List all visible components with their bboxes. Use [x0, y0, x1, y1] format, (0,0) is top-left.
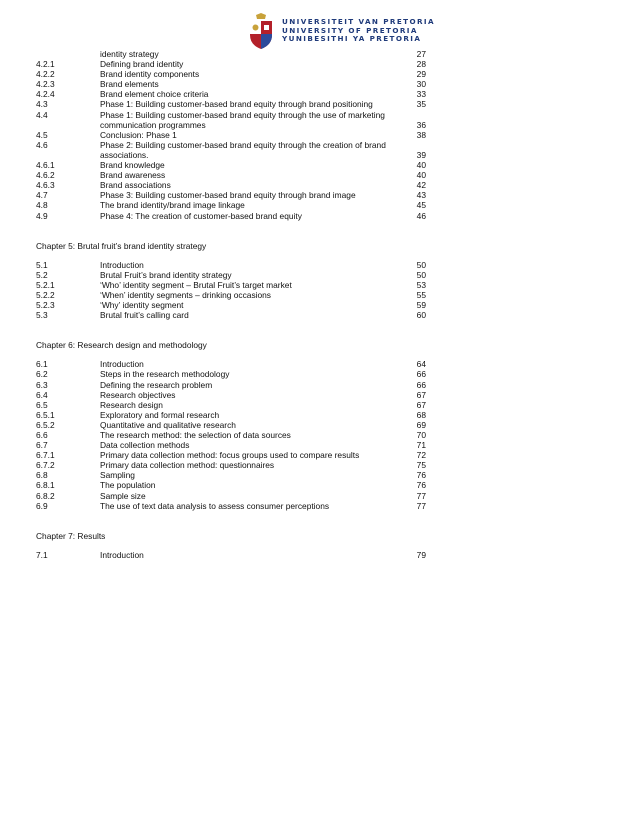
toc-entry — [36, 270, 426, 280]
toc-entry-title: Quantitative and qualitative research — [100, 419, 236, 430]
toc-entry-number: 4.2.4 — [36, 89, 55, 100]
toc-entry-title: Brand awareness — [100, 170, 166, 181]
toc-entry-number: 4.9 — [36, 210, 48, 221]
toc-entry-page: 42 — [416, 180, 426, 191]
chapter-4-entries — [36, 49, 426, 221]
toc-entry-title: Phase 1: Building customer-based brand equity through brand positioning — [100, 99, 373, 110]
toc-entry-page: 66 — [416, 369, 426, 380]
toc-entry-title: Brand associations — [100, 180, 171, 191]
toc-entry-title: The research method: the selection of data sources — [100, 430, 291, 440]
toc-entry-title: Brand identity components — [100, 69, 200, 80]
toc-entry-page: 76 — [416, 470, 426, 481]
toc-entry-number: 7.1 — [36, 549, 48, 560]
toc-entry-page: 68 — [416, 409, 426, 420]
toc-entry-title: identity strategy — [100, 49, 159, 59]
toc-entry — [36, 140, 426, 160]
university-name — [282, 18, 435, 44]
toc-entry-number: 4.2.3 — [36, 79, 55, 90]
toc-entry — [36, 99, 426, 109]
toc-entry-page: 30 — [416, 79, 426, 90]
toc-entry-number: 4.2.2 — [36, 69, 55, 80]
toc-entry-number: 6.7.1 — [36, 450, 55, 461]
toc-entry-title: ‘Why’ identity segment — [100, 300, 184, 311]
toc-entry-number: 5.2.1 — [36, 279, 55, 290]
toc-entry-title: Steps in the research methodology — [100, 369, 230, 380]
toc-entry-title: Exploratory and formal research — [100, 409, 220, 420]
toc-entry-title: Phase 4: The creation of customer-based brand equity — [100, 210, 302, 221]
university-header — [248, 10, 435, 52]
university-name-sepedi: YUNIBESITHI YA PRETORIA — [282, 34, 422, 44]
toc-entry-number: 6.7.2 — [36, 460, 55, 471]
toc-entry-page: 46 — [416, 210, 426, 221]
toc-entry-number: 6.1 — [36, 359, 48, 370]
toc-entry-number: 6.6 — [36, 430, 48, 440]
toc-entry-title: Primary data collection method: questionnaires — [100, 460, 275, 471]
toc-entry — [36, 130, 426, 140]
toc-entry-page: 76 — [416, 480, 426, 491]
toc-entry — [36, 369, 426, 379]
toc-entry-page: 43 — [416, 190, 426, 201]
toc-entry-title: Sampling — [100, 470, 135, 481]
toc-entry-number: 6.5.1 — [36, 409, 55, 420]
toc-entry-page: 50 — [416, 269, 426, 280]
toc-entry-title: Brand element choice criteria — [100, 89, 209, 100]
toc-entry-page: 55 — [416, 289, 426, 300]
toc-entry-title: Brutal Fruit’s brand identity strategy — [100, 269, 232, 280]
toc-entry-title: The use of text data analysis to assess consumer perceptions — [100, 500, 330, 511]
toc-entry-page: 69 — [416, 419, 426, 430]
toc-entry — [36, 310, 426, 320]
toc-entry-page: 66 — [416, 379, 426, 390]
toc-entry-page: 77 — [416, 500, 426, 511]
toc-entry — [36, 390, 426, 400]
toc-entry — [36, 190, 426, 200]
toc-entry-page: 29 — [416, 69, 426, 80]
toc-entry-number: 6.8 — [36, 470, 48, 481]
toc-entry-page: 71 — [416, 440, 426, 451]
toc-entry-title: Data collection methods — [100, 440, 190, 451]
toc-entry-page: 75 — [416, 460, 426, 471]
toc-entry-page: 50 — [416, 259, 426, 270]
toc-entry-number: 4.6.2 — [36, 170, 55, 181]
chapter-5-heading: Chapter 5: Brutal fruit’s brand identity strategy — [36, 240, 207, 251]
toc-entry-number: 5.1 — [36, 259, 48, 270]
toc-entry-page: 40 — [416, 160, 426, 171]
table-of-contents — [36, 49, 426, 560]
toc-entry-title: Research objectives — [100, 389, 176, 400]
toc-entry-number: 4.3 — [36, 99, 48, 110]
toc-entry — [36, 49, 426, 59]
university-crest-icon — [248, 13, 274, 49]
toc-entry-page: 35 — [416, 99, 426, 110]
toc-entry-page: 39 — [416, 149, 426, 160]
toc-entry-page: 36 — [416, 119, 426, 130]
toc-entry — [36, 470, 426, 480]
toc-entry-page: 40 — [416, 170, 426, 181]
chapter-6-entries — [36, 359, 426, 510]
toc-entry-page: 28 — [416, 59, 426, 70]
toc-entry — [36, 501, 426, 511]
toc-entry-page: 67 — [416, 389, 426, 400]
chapter-7-entries — [36, 550, 426, 560]
toc-entry-title: Phase 2: Building customer-based brand equity through the creation of brand associations. — [100, 139, 386, 160]
toc-entry-title: The population — [100, 480, 156, 491]
toc-entry-page: 53 — [416, 279, 426, 290]
toc-entry-title: Primary data collection method: focus groups used to compare results — [100, 450, 360, 461]
toc-entry — [36, 200, 426, 210]
toc-entry-number: 5.2.3 — [36, 300, 55, 311]
toc-entry-number: 6.5 — [36, 399, 48, 410]
toc-entry-title: Research design — [100, 399, 163, 410]
toc-entry — [36, 110, 426, 130]
toc-entry — [36, 170, 426, 180]
toc-entry-page: 67 — [416, 399, 426, 410]
toc-entry — [36, 89, 426, 99]
toc-entry-page: 27 — [416, 49, 426, 59]
toc-entry-number: 6.8.1 — [36, 480, 55, 491]
toc-entry-number: 4.6 — [36, 139, 48, 150]
toc-entry-number: 4.2.1 — [36, 59, 55, 70]
chapter-7-heading: Chapter 7: Results — [36, 530, 106, 541]
toc-entry-number: 6.2 — [36, 369, 48, 380]
toc-entry — [36, 180, 426, 190]
toc-entry-title: ‘When’ identity segments – drinking occasions — [100, 289, 271, 300]
toc-entry-number: 6.4 — [36, 389, 48, 400]
toc-entry-title: Phase 3: Building customer-based brand equity through brand image — [100, 190, 356, 201]
toc-entry-title: Introduction — [100, 359, 144, 370]
toc-entry — [36, 410, 426, 420]
toc-entry-title: Brutal fruit’s calling card — [100, 310, 189, 321]
toc-entry-page: 33 — [416, 89, 426, 100]
toc-entry-page: 72 — [416, 450, 426, 461]
toc-entry-title: Conclusion: Phase 1 — [100, 129, 177, 140]
toc-entry — [36, 160, 426, 170]
toc-entry-page: 64 — [416, 359, 426, 370]
toc-entry-title: Introduction — [100, 259, 144, 270]
toc-entry — [36, 420, 426, 430]
toc-entry — [36, 480, 426, 490]
toc-entry-page: 45 — [416, 200, 426, 211]
toc-entry — [36, 460, 426, 470]
toc-entry — [36, 260, 426, 270]
toc-entry-title: Brand elements — [100, 79, 159, 90]
toc-entry-title: Phase 1: Building customer-based brand equity through the use of marketing communication programmes — [100, 109, 385, 130]
toc-entry — [36, 491, 426, 501]
toc-entry — [36, 380, 426, 390]
toc-entry-number: 6.8.2 — [36, 490, 55, 501]
toc-entry-number — [36, 49, 100, 59]
toc-entry-number: 4.8 — [36, 200, 48, 211]
toc-entry — [36, 290, 426, 300]
toc-entry-title: Defining brand identity — [100, 59, 184, 70]
toc-entry — [36, 430, 426, 440]
toc-entry-number: 4.4 — [36, 109, 48, 120]
toc-entry — [36, 59, 426, 69]
toc-entry — [36, 550, 426, 560]
toc-entry-title: Brand knowledge — [100, 160, 165, 171]
toc-entry-number: 6.7 — [36, 440, 48, 451]
toc-entry — [36, 69, 426, 79]
toc-entry-page: 60 — [416, 310, 426, 321]
toc-entry-number: 5.2.2 — [36, 289, 55, 300]
chapter-6-heading: Chapter 6: Research design and methodology — [36, 340, 207, 351]
toc-entry-page: 79 — [416, 549, 426, 560]
toc-entry — [36, 211, 426, 221]
toc-entry-title: Defining the research problem — [100, 379, 213, 390]
toc-entry-number: 5.3 — [36, 310, 48, 321]
toc-entry — [36, 400, 426, 410]
toc-entry — [36, 280, 426, 290]
toc-entry-number: 6.5.2 — [36, 419, 55, 430]
toc-entry-number: 4.6.1 — [36, 160, 55, 171]
toc-entry-number: 4.7 — [36, 190, 48, 201]
university-name-afrikaans: UNIVERSITEIT VAN PRETORIA — [282, 17, 435, 27]
toc-entry-number: 6.3 — [36, 379, 48, 390]
university-name-english: UNIVERSITY OF PRETORIA — [282, 25, 418, 35]
toc-entry — [36, 300, 426, 310]
toc-entry — [36, 359, 426, 369]
toc-entry-page: 70 — [416, 430, 426, 440]
toc-entry-page: 77 — [416, 490, 426, 501]
chapter-5-entries — [36, 260, 426, 321]
toc-entry-title: The brand identity/brand image linkage — [100, 200, 245, 211]
toc-entry-number: 5.2 — [36, 269, 48, 280]
toc-entry — [36, 450, 426, 460]
toc-entry-title: Introduction — [100, 549, 144, 560]
toc-entry-number: 4.5 — [36, 129, 48, 140]
toc-entry — [36, 440, 426, 450]
toc-entry-page: 59 — [416, 300, 426, 311]
toc-entry-number: 4.6.3 — [36, 180, 55, 191]
toc-entry-number: 6.9 — [36, 500, 48, 511]
toc-entry-page: 38 — [416, 129, 426, 140]
toc-entry-title: ‘Who’ identity segment – Brutal Fruit’s target market — [100, 279, 292, 290]
toc-entry — [36, 79, 426, 89]
toc-entry-title: Sample size — [100, 490, 146, 501]
